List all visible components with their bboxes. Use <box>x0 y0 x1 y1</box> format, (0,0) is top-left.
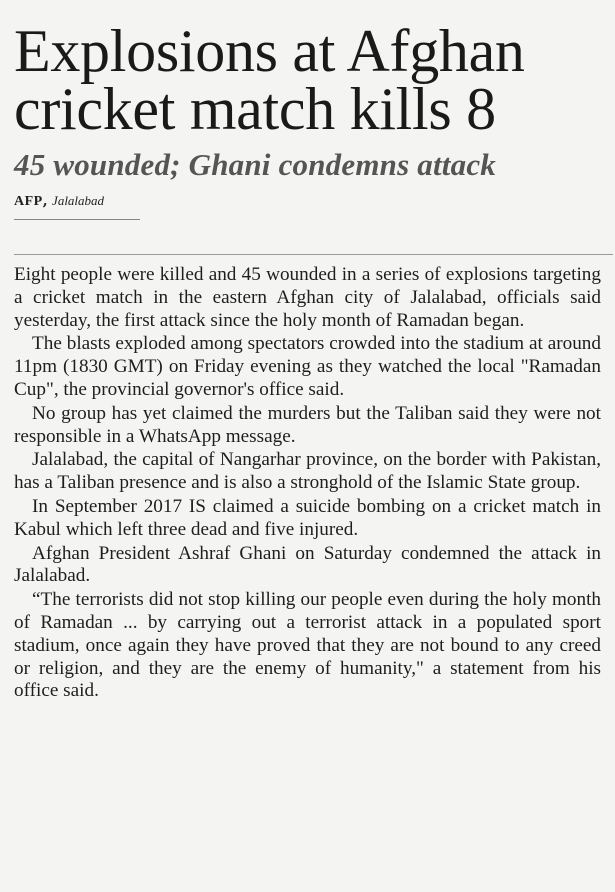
divider <box>14 254 613 255</box>
byline <box>14 192 140 220</box>
paragraph: Eight people were killed and 45 wounded in a series of explosions targeting a cricket match in the eastern Afghan city of Jalalabad, officials said yesterday, the first attack since the holy month of Ramadan began. <box>14 264 601 331</box>
paragraph: In September 2017 IS claimed a suicide bombing on a cricket match in Kabul which left three dead and five injured. <box>14 495 601 540</box>
paragraph: Afghan President Ashraf Ghani on Saturday condemned the attack in Jalalabad. <box>14 542 601 587</box>
headline: Explosions at Afghan cricket match kills 8 <box>14 18 525 142</box>
paragraph: The blasts exploded among spectators crowded into the stadium at around 11pm (1830 GMT) on Friday evening as they watched the local "Ramadan Cup", the provincial governor's office said. <box>14 333 601 400</box>
byline-agency: AFP <box>14 194 43 209</box>
paragraph: Jalalabad, the capital of Nangarhar province, on the border with Pakistan, has a Taliban presence and is also a stronghold of the Islamic State group. <box>14 449 601 494</box>
paragraph: “The terrorists did not stop killing our people even during the holy month of Ramadan ... by carrying out a terrorist attack in a populated sport stadium, once again they have proved that they are not bound to any creed or religion, and they are the enemy of humanity," a statement from his office said. <box>14 589 601 702</box>
byline-separator: , <box>42 193 48 209</box>
paragraph: No group has yet claimed the murders but the Taliban said they were not responsible in a WhatsApp message. <box>14 402 601 447</box>
subheadline: 45 wounded; Ghani condemns attack <box>14 147 496 182</box>
article-body <box>14 264 601 704</box>
byline-location: Jalalabad <box>52 193 105 208</box>
